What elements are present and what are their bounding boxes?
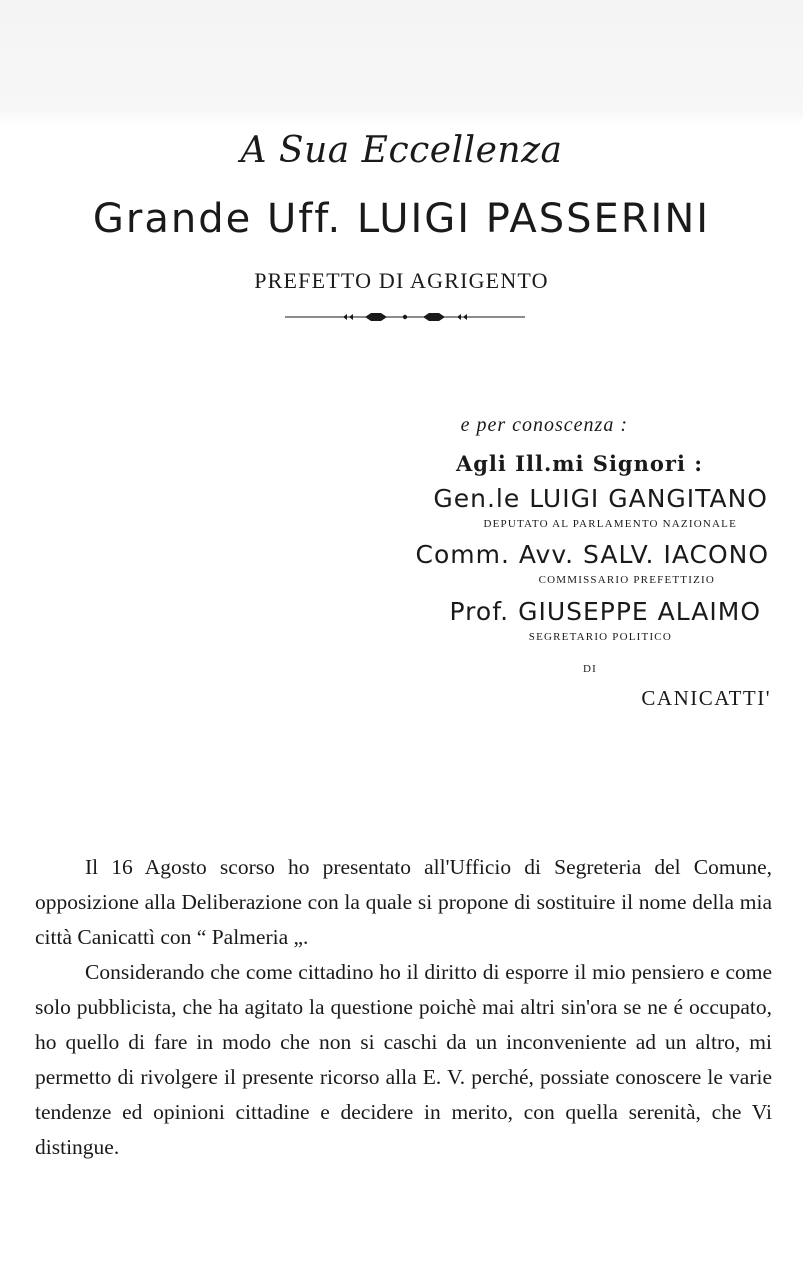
dedication-line: A Sua Eccellenza bbox=[240, 130, 563, 171]
recipient-role: SEGRETARIO POLITICO bbox=[528, 631, 672, 643]
copy-to-greeting: Agli Ill.mi Signori : bbox=[455, 451, 703, 476]
letter-body bbox=[35, 850, 772, 1165]
recipient-role: DEPUTATO AL PARLAMENTO NAZIONALE bbox=[483, 518, 737, 530]
copy-to-intro: e per conoscenza : bbox=[460, 414, 628, 436]
city-name: CANICATTI' bbox=[641, 686, 771, 710]
body-paragraph: Considerando che come cittadino ho il diritto di esporre il mio pensiero e come solo pubblicista, che ha agitato la questione poichè mai altri sin'ora se ne é occupato, ho quello di fare in modo che non si caschi da un inconveniente ad un altro, mi permetto di rivolgere il presente ricorso alla E. V. perché, possiate conoscere le varie tendenze ed opinioni cittadine e decidere in merito, con quella serenità, che Vi distingue. bbox=[35, 960, 772, 1159]
of-word: DI bbox=[582, 663, 597, 675]
addressee-office: PREFETTO DI AGRIGENTO bbox=[254, 268, 549, 293]
ornamental-rule-icon bbox=[285, 308, 525, 326]
recipient-role: COMMISSARIO PREFETTIZIO bbox=[538, 574, 715, 586]
body-paragraph: Il 16 Agosto scorso ho presentato all'Ufficio di Segreteria del Comune, opposizione alla Deliberazione con la quale si propone di sostituire il nome della mia città Canicattì con “ Palmeria „. bbox=[35, 855, 772, 949]
recipient-name: Gen.le LUIGI GANGITANO bbox=[433, 484, 768, 513]
recipient-name: Prof. GIUSEPPE ALAIMO bbox=[449, 597, 761, 626]
recipient-name: Comm. Avv. SALV. IACONO bbox=[415, 540, 769, 569]
addressee-name: Grande Uff. LUIGI PASSERINI bbox=[92, 196, 711, 242]
